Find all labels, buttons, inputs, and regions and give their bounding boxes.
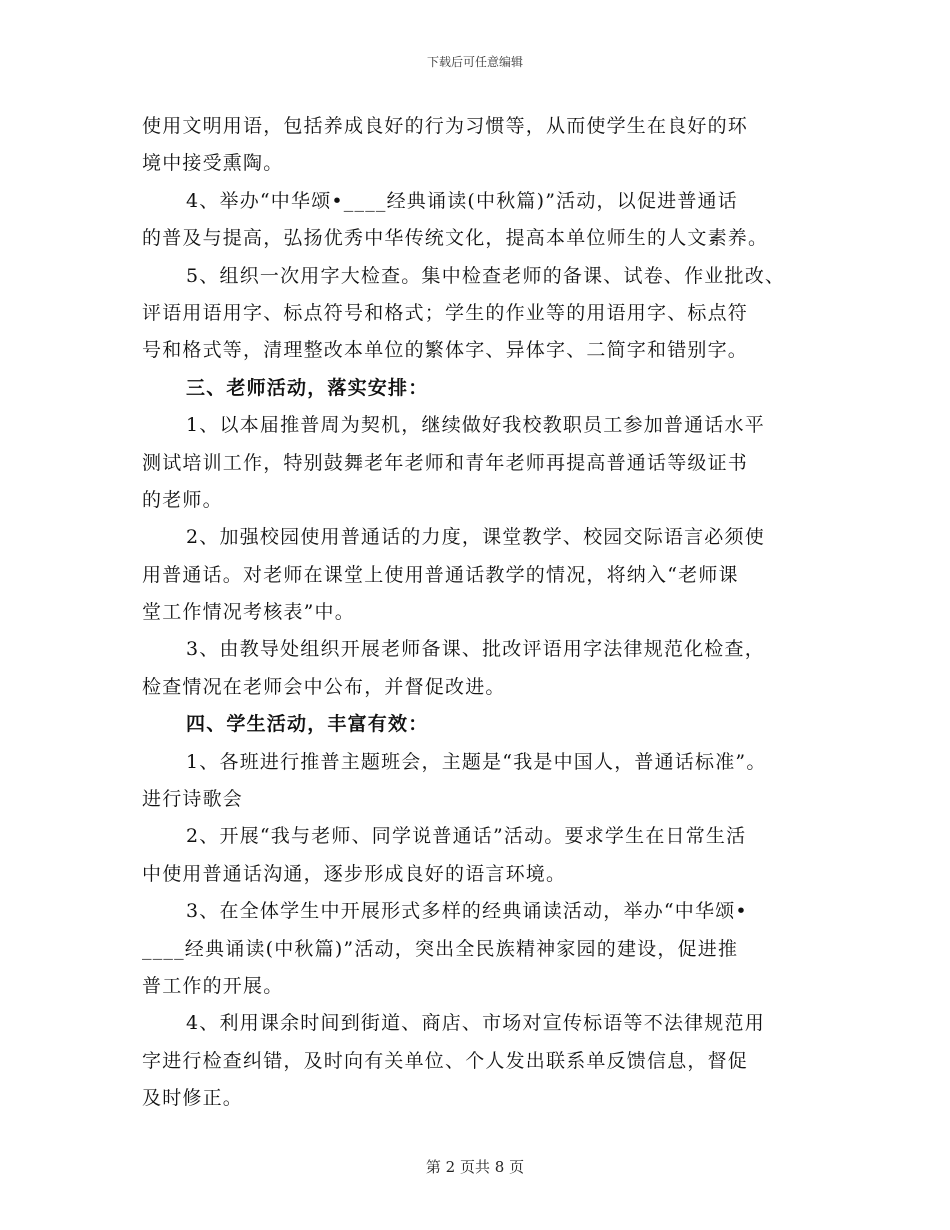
text-line: 及时修正。	[142, 1087, 244, 1110]
paragraph-start: 4、利用课余时间到街道、商店、市场对宣传标语等不法律规范用	[186, 1012, 765, 1035]
text-line: 普工作的开展。	[142, 974, 284, 997]
text-line: 测试培训工作，特别鼓舞老年老师和青年老师再提高普通话等级证书	[142, 451, 749, 474]
text-line: 使用文明用语，包括养成良好的行为习惯等，从而使学生在良好的环	[142, 115, 749, 137]
section-heading: 三、老师活动，落实安排：	[186, 376, 429, 399]
page-header: 下载后可任意编辑	[426, 55, 523, 69]
text-line: ____经典诵读(中秋篇)”活动，突出全民族精神家园的建设，促进推	[142, 937, 739, 960]
paragraph-start: 2、加强校园使用普通话的力度，课堂教学、校园交际语言必须使	[186, 526, 765, 549]
text-line: 进行诗歌会	[142, 788, 244, 811]
text-line: 评语用语用字、标点符号和格式；学生的作业等的用语用字、标点符	[142, 301, 749, 324]
paragraph-start: 4、举办“中华颂•____经典诵读(中秋篇)”活动，以促进普通话	[186, 189, 738, 212]
section-heading: 四、学生活动，丰富有效：	[186, 713, 429, 736]
paragraph-start: 1、各班进行推普主题班会，主题是“我是中国人，普通话标准”。	[186, 750, 767, 773]
paragraph-start: 2、开展“我与老师、同学说普通话”活动。要求学生在日常生活	[186, 825, 747, 848]
paragraph-start: 3、由教导处组织开展老师备课、批改评语用字法律规范化检查，	[186, 638, 765, 661]
text-line: 用普通话。对老师在课堂上使用普通话教学的情况，将纳入“老师课	[142, 563, 739, 586]
paragraph-start: 5、组织一次用字大检查。集中检查老师的备课、试卷、作业批改、	[186, 264, 786, 287]
text-line: 的老师。	[142, 488, 223, 511]
text-line: 境中接受熏陶。	[142, 152, 284, 175]
paragraph-start: 1、以本届推普周为契机，继续做好我校教职员工参加普通话水平	[186, 414, 765, 437]
text-line: 的普及与提高，弘扬优秀中华传统文化，提高本单位师生的人文素养。	[142, 227, 769, 250]
text-line: 号和格式等，清理整改本单位的繁体字、异体字、二简字和错别字。	[142, 339, 749, 362]
paragraph-start: 3、在全体学生中开展形式多样的经典诵读活动，举办“中华颂•	[186, 900, 748, 923]
document-body	[142, 108, 832, 1118]
page-footer: 第 2 页共 8 页	[425, 1158, 525, 1176]
text-line: 堂工作情况考核表”中。	[142, 601, 355, 624]
text-line: 检查情况在老师会中公布，并督促改进。	[142, 675, 506, 698]
text-line: 字进行检查纠错，及时向有关单位、个人发出联系单反馈信息，督促	[142, 1049, 749, 1072]
text-line: 中使用普通话沟通，逐步形成良好的语言环境。	[142, 862, 567, 885]
